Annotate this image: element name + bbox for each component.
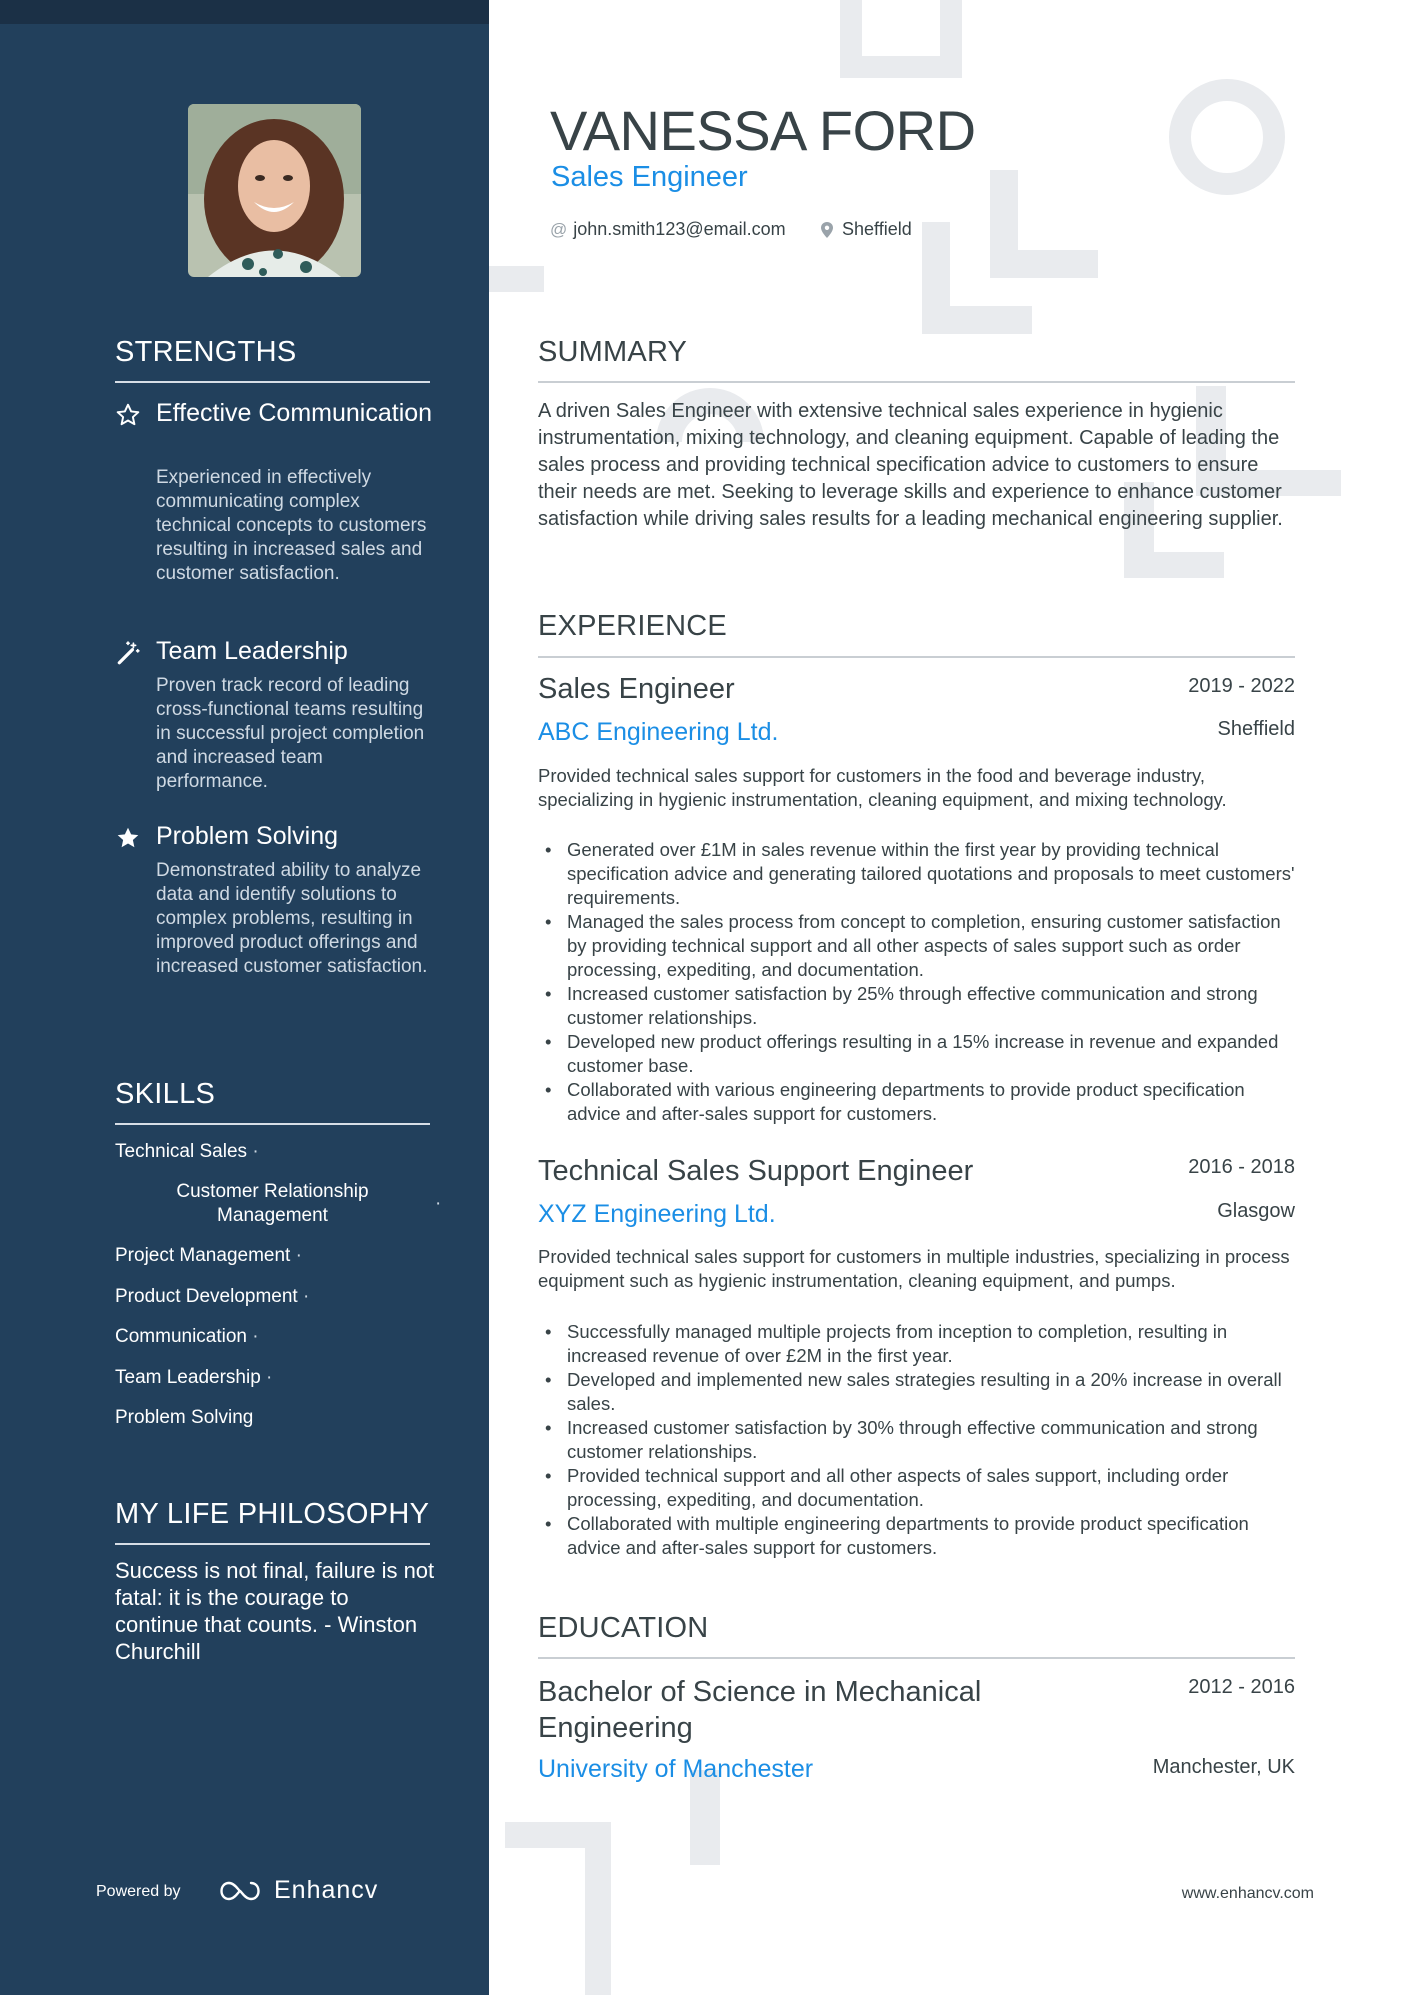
skill-separator: · — [435, 1193, 442, 1214]
job-description: Provided technical sales support for customers in the food and beverage industry, specializing in hygienic instrumentation, cleaning equipment, and mixing technology. — [538, 765, 1227, 810]
list-item: • Increased customer satisfaction by 25% through effective communication and strong customer relationships. — [538, 982, 1298, 1030]
decor-shape — [585, 1822, 611, 1995]
powered-by-label: Powered by — [96, 1883, 181, 1900]
job-title: Technical Sales Support Engineer — [538, 1155, 974, 1187]
location-contact — [820, 219, 912, 240]
skill-tag: Project Management · — [115, 1245, 302, 1266]
list-item: • Increased customer satisfaction by 30% through effective communication and strong customer relationships. — [538, 1416, 1298, 1464]
education-divider — [538, 1657, 1295, 1659]
strength-description: Proven track record of leading cross-functional teams resulting in successful project completion and increased team performance. — [156, 675, 425, 792]
philosophy-quote: Success is not final, failure is not fatal: it is the courage to continue that counts. - Winston Churchill — [115, 1558, 435, 1664]
sidebar-top-bar — [0, 0, 489, 24]
summary-title: SUMMARY — [538, 336, 688, 368]
education-dates: 2012 - 2016 — [1188, 1676, 1295, 1698]
strengths-divider — [115, 381, 430, 383]
star-filled-icon — [115, 825, 141, 851]
philosophy-title: MY LIFE PHILOSOPHY — [115, 1498, 430, 1530]
summary-divider — [538, 381, 1295, 383]
job-company: XYZ Engineering Ltd. — [538, 1200, 776, 1228]
strengths-title: STRENGTHS — [115, 336, 297, 368]
strength-item — [115, 398, 435, 608]
list-item: • Managed the sales process from concept to completion, ensuring customer satisfaction by providing technical support and all other aspects of sales support such as order processing, expediting, and documentation. — [538, 910, 1298, 982]
skill-tag: Team Leadership · — [115, 1367, 273, 1388]
degree-title: Bachelor of Science in Mechanical Engineering — [538, 1676, 982, 1744]
list-item: • Developed and implemented new sales strategies resulting in a 20% increase in overall sales. — [538, 1368, 1298, 1416]
decor-shape — [990, 250, 1098, 278]
skills-title: SKILLS — [115, 1078, 216, 1110]
decor-shape — [690, 1770, 720, 1865]
strength-description: Demonstrated ability to analyze data and identify solutions to complex problems, resulting in improved product offerings and increased customer satisfaction. — [156, 860, 428, 977]
strength-title: Problem Solving — [156, 822, 339, 850]
list-item: • Successfully managed multiple projects from inception to completion, resulting in increased revenue of over £2M in the first year. — [538, 1320, 1298, 1368]
location-text: Sheffield — [842, 219, 912, 239]
summary-text: A driven Sales Engineer with extensive technical sales experience in hygienic instrumentation, mixing technology, and cleaning equipment. Capable of leading the sales process and providing technical specification advice to customers to ensure their needs are met. Seeking to leverage skills and experience to enhance customer satisfaction while driving sales results for a leading mechanical engineering supplier. — [538, 400, 1283, 530]
candidate-name: VANESSA FORD — [550, 99, 976, 162]
strength-item — [115, 821, 435, 1021]
education-location: Manchester, UK — [1152, 1756, 1295, 1778]
list-item: • Developed new product offerings resulting in a 15% increase in revenue and expanded customer base. — [538, 1030, 1298, 1078]
school-name: University of Manchester — [538, 1755, 814, 1783]
experience-divider — [538, 656, 1295, 658]
strength-title: Effective Communication — [156, 399, 433, 427]
job-description: Provided technical sales support for customers in multiple industries, specializing in process equipment such as hygienic instrumentation, cleaning equipment, and pumps. — [538, 1246, 1290, 1291]
list-item: • Generated over £1M in sales revenue within the first year by providing technical specification advice and generating tailored quotations and proposals to meet customers' requirements. — [538, 838, 1298, 910]
enhancv-brand: Enhancv — [274, 1876, 379, 1904]
footer-url: www.enhancv.com — [1181, 1885, 1314, 1902]
decor-shape — [1124, 552, 1224, 578]
job-company: ABC Engineering Ltd. — [538, 718, 779, 746]
job-dates: 2019 - 2022 — [1188, 675, 1295, 697]
email-contact — [550, 219, 786, 240]
job-bullets — [538, 1320, 1298, 1560]
education-title: EDUCATION — [538, 1612, 709, 1644]
skills-divider — [115, 1123, 430, 1125]
strength-item — [115, 636, 435, 796]
strength-title: Team Leadership — [156, 637, 348, 665]
decor-shape — [489, 266, 544, 292]
candidate-role: Sales Engineer — [551, 161, 748, 193]
decor-circle — [1166, 76, 1288, 198]
decor-shape — [840, 56, 962, 78]
strength-description: Experienced in effectively communicating complex technical concepts to customers resulting in increased sales and customer satisfaction. — [156, 467, 427, 584]
job-title: Sales Engineer — [538, 673, 735, 705]
star-outline-icon — [115, 402, 141, 428]
skill-tag: Communication · — [115, 1326, 259, 1347]
job-location: Sheffield — [1217, 718, 1295, 740]
email-text: john.smith123@email.com — [573, 219, 786, 239]
list-item: • Provided technical support and all other aspects of sales support, including order processing, expediting, and documentation. — [538, 1464, 1298, 1512]
job-location: Glasgow — [1217, 1200, 1295, 1222]
job-dates: 2016 - 2018 — [1188, 1156, 1295, 1178]
skill-tag: Product Development · — [115, 1286, 310, 1307]
job-bullets — [538, 838, 1298, 1126]
list-item: • Collaborated with multiple engineering departments to provide product specification advice and after-sales support for customers. — [538, 1512, 1298, 1560]
profile-photo — [188, 104, 361, 277]
decor-shape — [922, 306, 1032, 334]
skill-tag: Customer Relationship Management — [176, 1181, 369, 1226]
philosophy-divider — [115, 1543, 430, 1545]
enhancv-logo-icon — [215, 1874, 265, 1908]
skill-tag: Problem Solving — [115, 1407, 254, 1428]
magic-wand-icon — [115, 640, 141, 666]
map-pin-icon — [820, 221, 834, 239]
experience-title: EXPERIENCE — [538, 610, 727, 642]
list-item: • Collaborated with various engineering departments to provide product specification advice and after-sales support for customers. — [538, 1078, 1298, 1126]
at-icon: @ — [550, 219, 568, 239]
skill-tag: Technical Sales · — [115, 1141, 259, 1162]
